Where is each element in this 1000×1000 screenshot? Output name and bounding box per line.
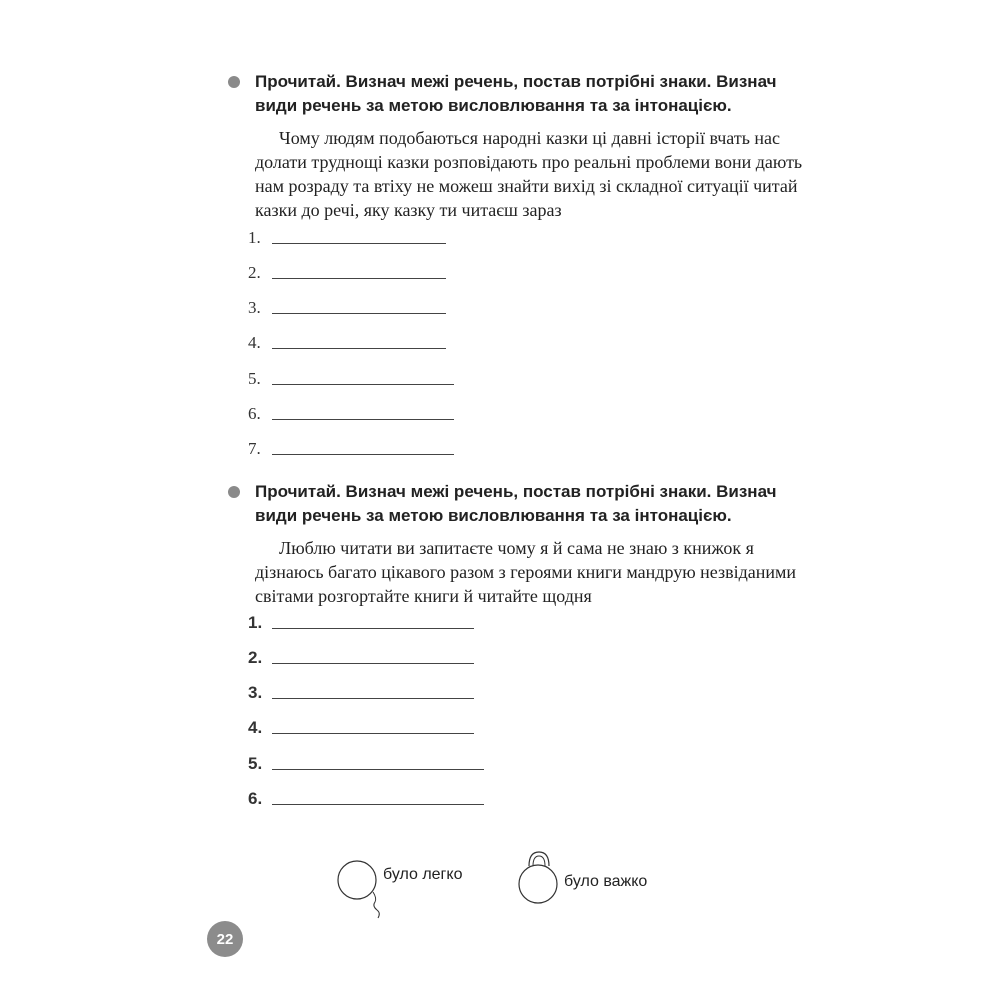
answer-line[interactable] bbox=[248, 400, 454, 424]
line-number: 6. bbox=[248, 789, 263, 808]
line-number: 3. bbox=[248, 298, 261, 317]
balloon-icon bbox=[337, 858, 383, 920]
line-number: 3. bbox=[248, 683, 263, 702]
task-1 bbox=[228, 70, 818, 222]
task-2-heading-text: Прочитай. Визнач межі речень, постав потрібні знаки. Визнач види речень за метою висловлювання та за інтонацією. bbox=[255, 482, 777, 525]
hard-option[interactable] bbox=[516, 848, 647, 906]
bullet-icon bbox=[228, 76, 240, 88]
answer-rule bbox=[272, 697, 474, 699]
answer-rule bbox=[272, 277, 446, 279]
page-number: 22 bbox=[207, 921, 243, 957]
answer-line[interactable] bbox=[248, 329, 446, 353]
answer-rule bbox=[272, 242, 446, 244]
task-2 bbox=[228, 480, 818, 608]
bullet-icon bbox=[228, 486, 240, 498]
line-number: 1. bbox=[248, 613, 263, 632]
answer-rule bbox=[272, 453, 454, 455]
line-number: 7. bbox=[248, 439, 261, 458]
line-number: 5. bbox=[248, 369, 261, 388]
task-2-heading bbox=[228, 480, 818, 528]
answer-rule bbox=[272, 732, 474, 734]
answer-rule bbox=[272, 347, 446, 349]
task-1-text: Чому людям подобаються народні казки ці давні історії вчать нас долати труднощі казки розповідають про реальні проблеми вони дають нам розраду та втіху не можеш знайти вихід зі складної ситуації читай казки до речі, яку казку ти читаєш зараз bbox=[255, 128, 803, 220]
task-2-text: Люблю читати ви запитаєте чому я й сама не знаю з книжок я дізнаюсь багато цікавого разом з героями книги мандрую незвіданими світами розгортайте книги й читайте щодня bbox=[255, 538, 797, 606]
answer-rule bbox=[272, 383, 454, 385]
answer-line[interactable] bbox=[248, 609, 474, 633]
answer-line[interactable] bbox=[248, 785, 484, 809]
answer-line[interactable] bbox=[248, 224, 446, 248]
task-1-heading-text: Прочитай. Визнач межі речень, постав потрібні знаки. Визнач види речень за метою висловлювання та за інтонацією. bbox=[255, 72, 777, 115]
line-number: 2. bbox=[248, 263, 261, 282]
task-1-heading bbox=[228, 70, 818, 118]
line-number: 4. bbox=[248, 333, 261, 352]
answer-line[interactable] bbox=[248, 750, 484, 774]
easy-label: було легко bbox=[383, 866, 463, 883]
answer-line[interactable] bbox=[248, 714, 474, 738]
line-number: 6. bbox=[248, 404, 261, 423]
answer-line[interactable] bbox=[248, 259, 446, 283]
kettlebell-icon bbox=[516, 848, 562, 906]
answer-line[interactable] bbox=[248, 294, 446, 318]
answer-rule bbox=[272, 418, 454, 420]
answer-rule bbox=[272, 803, 484, 805]
answer-line[interactable] bbox=[248, 435, 454, 459]
hard-label: було важко bbox=[564, 873, 648, 890]
line-number: 2. bbox=[248, 648, 263, 667]
answer-line[interactable] bbox=[248, 644, 474, 668]
answer-rule bbox=[272, 627, 474, 629]
answer-rule bbox=[272, 768, 484, 770]
answer-rule bbox=[272, 662, 474, 664]
line-number: 4. bbox=[248, 718, 263, 737]
line-number: 1. bbox=[248, 228, 261, 247]
line-number: 5. bbox=[248, 754, 263, 773]
answer-rule bbox=[272, 312, 446, 314]
answer-line[interactable] bbox=[248, 679, 474, 703]
easy-option[interactable] bbox=[337, 858, 462, 920]
answer-line[interactable] bbox=[248, 365, 454, 389]
